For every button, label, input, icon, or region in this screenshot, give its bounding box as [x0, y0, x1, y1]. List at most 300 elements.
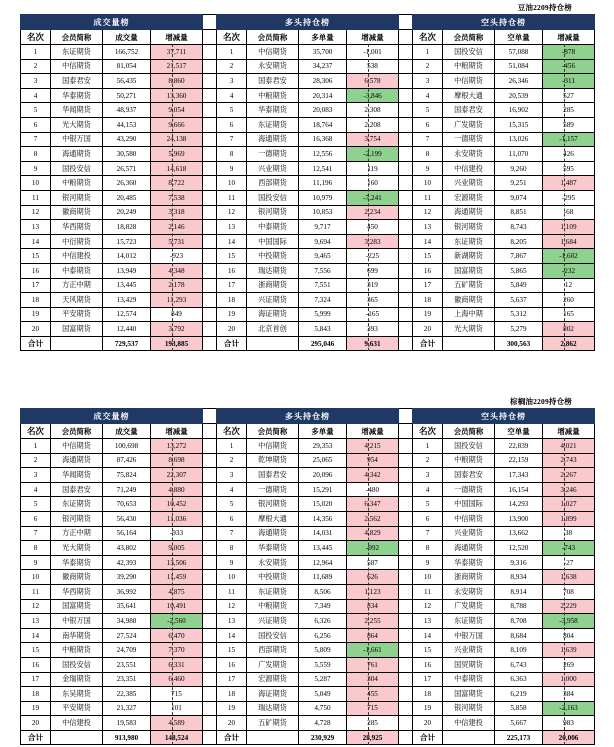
- cell-rank: 14: [21, 234, 51, 249]
- cell-rank: 15: [21, 643, 51, 658]
- column-header: 增减量: [151, 30, 203, 45]
- cell-rank: 5: [217, 497, 247, 512]
- report-block-soybean-oil: [20, 2, 594, 351]
- cell-change: -225: [347, 249, 399, 264]
- cell-rank: 17: [21, 672, 51, 687]
- cell-rank: 13: [413, 220, 443, 235]
- cell-quantity: 12,520: [495, 541, 543, 556]
- cell-quantity: 9,717: [299, 220, 347, 235]
- cell-rank: 7: [217, 526, 247, 541]
- cell-rank: 10: [413, 176, 443, 191]
- total-blank: [443, 336, 495, 351]
- cell-quantity: 8,788: [495, 599, 543, 614]
- cell-change: -27: [543, 555, 595, 570]
- cell-member-name: 徽商期货: [51, 205, 103, 220]
- cell-member-name: 平安期货: [51, 307, 103, 322]
- cell-quantity: 22,385: [103, 687, 151, 702]
- cell-change: 2,146: [151, 220, 203, 235]
- column-gap: [203, 45, 217, 60]
- total-quantity: 913,980: [103, 730, 151, 745]
- cell-quantity: 18,764: [299, 117, 347, 132]
- cell-rank: 19: [21, 307, 51, 322]
- cell-member-name: 华西期货: [51, 220, 103, 235]
- section-title-long-position-ranking: 多头持仓榜: [217, 409, 399, 424]
- column-gap: [399, 220, 413, 235]
- section-title-short-position-ranking: 空头持仓榜: [413, 15, 595, 30]
- cell-quantity: 22,159: [495, 453, 543, 468]
- cell-change: 4,880: [151, 482, 203, 497]
- table-row: [21, 599, 595, 614]
- cell-quantity: 6,256: [299, 628, 347, 643]
- cell-quantity: 9,260: [495, 161, 543, 176]
- cell-rank: 8: [217, 147, 247, 162]
- cell-quantity: 7,551: [299, 278, 347, 293]
- cell-rank: 8: [413, 541, 443, 556]
- column-header: 成交量: [103, 30, 151, 45]
- column-gap: [399, 424, 413, 439]
- cell-rank: 7: [217, 132, 247, 147]
- column-gap: [399, 453, 413, 468]
- column-header: 会员简称: [247, 424, 299, 439]
- cell-rank: 13: [413, 614, 443, 629]
- cell-change: -68: [543, 205, 595, 220]
- column-gap: [203, 205, 217, 220]
- cell-member-name: 中信期货: [247, 439, 299, 454]
- section-title-long-position-ranking: 多头持仓榜: [217, 15, 399, 30]
- cell-member-name: 中信期货: [51, 439, 103, 454]
- cell-rank: 5: [413, 497, 443, 512]
- cell-quantity: 57,088: [495, 45, 543, 60]
- cell-member-name: 国泰君安: [51, 482, 103, 497]
- cell-change: 2,267: [543, 468, 595, 483]
- column-gap: [203, 555, 217, 570]
- cell-quantity: 8,743: [495, 220, 543, 235]
- column-gap: [399, 555, 413, 570]
- column-gap: [399, 482, 413, 497]
- cell-member-name: 华闻期货: [51, 468, 103, 483]
- cell-quantity: 51,084: [495, 59, 543, 74]
- cell-member-name: 金瑞期货: [51, 672, 103, 687]
- cell-quantity: 11,070: [495, 147, 543, 162]
- cell-quantity: 30,580: [103, 147, 151, 162]
- cell-quantity: 4,750: [299, 701, 347, 716]
- column-gap: [203, 541, 217, 556]
- cell-quantity: 8,934: [495, 570, 543, 585]
- cell-change: 2,743: [543, 453, 595, 468]
- cell-quantity: 23,551: [103, 657, 151, 672]
- cell-rank: 2: [217, 59, 247, 74]
- cell-member-name: 海通期货: [51, 453, 103, 468]
- column-gap: [203, 15, 217, 30]
- cell-rank: 14: [413, 234, 443, 249]
- total-change: 2,862: [543, 336, 595, 351]
- cell-change: 10,491: [151, 599, 203, 614]
- cell-rank: 2: [21, 453, 51, 468]
- column-header: 增减量: [543, 30, 595, 45]
- cell-rank: 4: [217, 482, 247, 497]
- cell-rank: 18: [413, 687, 443, 702]
- cell-quantity: 28,306: [299, 74, 347, 89]
- cell-change: 2,178: [151, 278, 203, 293]
- cell-rank: 16: [217, 263, 247, 278]
- cell-change: 1,899: [543, 511, 595, 526]
- column-gap: [203, 468, 217, 483]
- total-quantity: 729,537: [103, 336, 151, 351]
- column-gap: [399, 117, 413, 132]
- column-header: 会员简称: [51, 424, 103, 439]
- cell-rank: 7: [21, 132, 51, 147]
- cell-change: 589: [543, 117, 595, 132]
- cell-change: 14,618: [151, 161, 203, 176]
- cell-change: 2,255: [347, 614, 399, 629]
- cell-member-name: 中信期货: [247, 45, 299, 60]
- cell-rank: 2: [413, 59, 443, 74]
- column-gap: [399, 716, 413, 731]
- cell-rank: 4: [217, 88, 247, 103]
- column-gap: [399, 701, 413, 716]
- column-header: 增减量: [543, 424, 595, 439]
- cell-change: -2,163: [543, 701, 595, 716]
- cell-quantity: 36,992: [103, 584, 151, 599]
- column-header: 增减量: [347, 30, 399, 45]
- total-label: 合计: [217, 730, 247, 745]
- cell-rank: 1: [217, 45, 247, 60]
- column-gap: [399, 205, 413, 220]
- cell-quantity: 12,964: [299, 555, 347, 570]
- column-header: 名次: [413, 424, 443, 439]
- cell-rank: 6: [217, 511, 247, 526]
- total-row: [21, 336, 595, 351]
- cell-member-name: 中衍期货: [51, 234, 103, 249]
- cell-quantity: 5,865: [495, 263, 543, 278]
- cell-member-name: 中粮期货: [51, 176, 103, 191]
- cell-change: 708: [543, 584, 595, 599]
- table-row: [21, 526, 595, 541]
- cell-quantity: 19,583: [103, 716, 151, 731]
- cell-quantity: 15,315: [495, 117, 543, 132]
- cell-quantity: 81,054: [103, 59, 151, 74]
- cell-quantity: 20,539: [495, 88, 543, 103]
- cell-rank: 11: [217, 190, 247, 205]
- total-change: 193,885: [151, 336, 203, 351]
- cell-member-name: 国投安信: [443, 45, 495, 60]
- column-gap: [203, 147, 217, 162]
- cell-rank: 3: [21, 74, 51, 89]
- table-row: [21, 511, 595, 526]
- cell-quantity: 5,049: [299, 687, 347, 702]
- column-gap: [203, 103, 217, 118]
- report-caption: 棕榈油2209持仓榜: [510, 397, 572, 406]
- total-label: 合计: [21, 730, 51, 745]
- cell-member-name: 兴证期货: [247, 614, 299, 629]
- cell-quantity: 12,541: [299, 161, 347, 176]
- cell-quantity: 20,096: [299, 468, 347, 483]
- cell-quantity: 14,356: [299, 511, 347, 526]
- cell-change: 304: [347, 672, 399, 687]
- cell-change: -1,001: [347, 45, 399, 60]
- table-row: [21, 468, 595, 483]
- column-gap: [399, 293, 413, 308]
- cell-quantity: 13,026: [495, 132, 543, 147]
- cell-member-name: 中银万国: [443, 628, 495, 643]
- total-blank: [247, 336, 299, 351]
- cell-rank: 15: [413, 643, 443, 658]
- cell-change: 1,684: [543, 234, 595, 249]
- cell-quantity: 20,083: [299, 103, 347, 118]
- cell-member-name: 国投安信: [247, 190, 299, 205]
- section-title-short-position-ranking: 空头持仓榜: [413, 409, 595, 424]
- column-gap: [203, 453, 217, 468]
- cell-quantity: 12,556: [299, 147, 347, 162]
- column-gap: [399, 161, 413, 176]
- cell-rank: 18: [21, 293, 51, 308]
- cell-member-name: 中银万国: [51, 132, 103, 147]
- column-gap: [399, 599, 413, 614]
- cell-member-name: 宏源期货: [443, 190, 495, 205]
- cell-rank: 17: [217, 278, 247, 293]
- cell-change: 4,348: [151, 263, 203, 278]
- cell-member-name: 光大期货: [51, 117, 103, 132]
- column-header: 多单量: [299, 424, 347, 439]
- column-header-row: [21, 424, 595, 439]
- column-gap: [399, 322, 413, 337]
- cell-change: 5,731: [151, 234, 203, 249]
- column-gap: [399, 30, 413, 45]
- column-gap: [203, 59, 217, 74]
- cell-change: 10,452: [151, 497, 203, 512]
- cell-change: 1,109: [543, 220, 595, 235]
- cell-member-name: 华泰期货: [247, 541, 299, 556]
- column-header: 名次: [217, 424, 247, 439]
- column-gap: [399, 541, 413, 556]
- cell-quantity: 18,828: [103, 220, 151, 235]
- cell-rank: 5: [217, 103, 247, 118]
- cell-change: 365: [347, 293, 399, 308]
- cell-change: -878: [543, 45, 595, 60]
- cell-quantity: 6,326: [299, 614, 347, 629]
- cell-rank: 8: [21, 147, 51, 162]
- cell-change: 285: [543, 103, 595, 118]
- cell-rank: 20: [413, 716, 443, 731]
- cell-rank: 14: [217, 234, 247, 249]
- cell-quantity: 48,937: [103, 103, 151, 118]
- cell-member-name: 浙商期货: [247, 278, 299, 293]
- cell-quantity: 5,559: [299, 657, 347, 672]
- cell-rank: 11: [413, 584, 443, 599]
- cell-quantity: 21,327: [103, 701, 151, 716]
- cell-rank: 1: [21, 439, 51, 454]
- cell-rank: 16: [21, 657, 51, 672]
- table-row: [21, 205, 595, 220]
- cell-member-name: 中粮期货: [247, 88, 299, 103]
- cell-change: 9,054: [151, 103, 203, 118]
- cell-rank: 1: [217, 439, 247, 454]
- column-gap: [399, 176, 413, 191]
- column-gap: [399, 336, 413, 351]
- cell-quantity: 9,251: [495, 176, 543, 191]
- column-header: 名次: [21, 424, 51, 439]
- cell-rank: 11: [217, 584, 247, 599]
- cell-member-name: 广发期货: [443, 117, 495, 132]
- cell-rank: 1: [413, 439, 443, 454]
- column-gap: [203, 614, 217, 629]
- column-gap: [399, 249, 413, 264]
- column-gap: [399, 45, 413, 60]
- cell-quantity: 5,287: [299, 672, 347, 687]
- cell-rank: 16: [21, 263, 51, 278]
- cell-quantity: 27,524: [103, 628, 151, 643]
- cell-rank: 5: [21, 497, 51, 512]
- cell-quantity: 100,698: [103, 439, 151, 454]
- cell-rank: 9: [413, 555, 443, 570]
- cell-quantity: 20,249: [103, 205, 151, 220]
- cell-member-name: 永安期货: [247, 59, 299, 74]
- cell-member-name: 国投安信: [51, 657, 103, 672]
- cell-rank: 10: [21, 176, 51, 191]
- cell-change: 8,698: [151, 453, 203, 468]
- cell-rank: 20: [21, 322, 51, 337]
- table-row: [21, 176, 595, 191]
- cell-change: 954: [347, 453, 399, 468]
- cell-quantity: 8,506: [299, 584, 347, 599]
- column-gap: [399, 672, 413, 687]
- cell-rank: 2: [413, 453, 443, 468]
- cell-rank: 1: [21, 45, 51, 60]
- cell-change: 450: [347, 220, 399, 235]
- column-gap: [203, 482, 217, 497]
- table-row: [21, 614, 595, 629]
- cell-member-name: 中信期货: [443, 74, 495, 89]
- cell-rank: 12: [21, 205, 51, 220]
- column-gap: [399, 263, 413, 278]
- cell-member-name: 天风期货: [51, 293, 103, 308]
- column-gap: [203, 307, 217, 322]
- table-row: [21, 263, 595, 278]
- cell-change: 2,208: [347, 117, 399, 132]
- cell-change: 3,246: [543, 482, 595, 497]
- cell-member-name: 海通期货: [443, 205, 495, 220]
- cell-member-name: 国富期货: [51, 599, 103, 614]
- cell-change: 983: [543, 716, 595, 731]
- column-gap: [203, 439, 217, 454]
- cell-quantity: 35,641: [103, 599, 151, 614]
- cell-quantity: 43,802: [103, 541, 151, 556]
- cell-rank: 12: [413, 205, 443, 220]
- cell-rank: 8: [413, 147, 443, 162]
- cell-change: -311: [543, 74, 595, 89]
- cell-member-name: 国泰君安: [247, 468, 299, 483]
- column-gap: [399, 657, 413, 672]
- report-caption: 豆油2209持仓榜: [517, 3, 572, 12]
- column-gap: [203, 643, 217, 658]
- cell-change: 12: [543, 278, 595, 293]
- column-gap: [399, 628, 413, 643]
- cell-member-name: 光大期货: [443, 322, 495, 337]
- cell-quantity: 5,849: [495, 278, 543, 293]
- cell-quantity: 24,709: [103, 643, 151, 658]
- cell-quantity: 5,809: [299, 643, 347, 658]
- cell-change: 2,234: [347, 205, 399, 220]
- cell-change: -992: [347, 541, 399, 556]
- cell-rank: 8: [21, 541, 51, 556]
- cell-change: 626: [347, 570, 399, 585]
- cell-member-name: 国泰君安: [443, 103, 495, 118]
- column-gap: [399, 409, 413, 424]
- total-quantity: 295,046: [299, 336, 347, 351]
- cell-quantity: 12,574: [103, 307, 151, 322]
- cell-change: 5,969: [151, 147, 203, 162]
- cell-member-name: 方正中期: [51, 278, 103, 293]
- cell-member-name: 华泰期货: [51, 88, 103, 103]
- column-gap: [203, 190, 217, 205]
- cell-member-name: 国投安信: [247, 628, 299, 643]
- cell-member-name: 上海中期: [443, 307, 495, 322]
- cell-quantity: 5,843: [299, 322, 347, 337]
- cell-quantity: 42,393: [103, 555, 151, 570]
- cell-member-name: 中投期货: [247, 249, 299, 264]
- cell-member-name: 中粮期货: [443, 453, 495, 468]
- cell-member-name: 方正中期: [51, 526, 103, 541]
- column-gap: [203, 599, 217, 614]
- cell-change: 4,589: [151, 716, 203, 731]
- cell-quantity: 22,839: [495, 439, 543, 454]
- cell-change: 3,754: [347, 132, 399, 147]
- cell-change: 11,036: [151, 511, 203, 526]
- cell-change: 9,005: [151, 541, 203, 556]
- total-label: 合计: [21, 336, 51, 351]
- table-row: [21, 249, 595, 264]
- cell-quantity: 13,949: [103, 263, 151, 278]
- cell-quantity: 39,290: [103, 570, 151, 585]
- column-gap: [399, 730, 413, 745]
- cell-member-name: 一德期货: [247, 147, 299, 162]
- total-label: 合计: [217, 336, 247, 351]
- column-gap: [399, 643, 413, 658]
- cell-change: -1,157: [543, 132, 595, 147]
- table-row: [21, 482, 595, 497]
- cell-member-name: 西部期货: [247, 176, 299, 191]
- cell-member-name: 中粮期货: [51, 643, 103, 658]
- column-gap: [203, 584, 217, 599]
- table-row: [21, 190, 595, 205]
- cell-member-name: 新湖期货: [443, 249, 495, 264]
- total-label: 合计: [413, 730, 443, 745]
- column-gap: [399, 511, 413, 526]
- cell-quantity: 25,065: [299, 453, 347, 468]
- cell-rank: 18: [217, 687, 247, 702]
- cell-change: 4,342: [347, 468, 399, 483]
- cell-quantity: 14,293: [495, 497, 543, 512]
- cell-member-name: 兴业期货: [443, 176, 495, 191]
- cell-rank: 15: [217, 249, 247, 264]
- cell-rank: 11: [21, 584, 51, 599]
- cell-rank: 12: [217, 599, 247, 614]
- cell-quantity: 16,368: [299, 132, 347, 147]
- column-gap: [399, 468, 413, 483]
- cell-member-name: 广发期货: [443, 599, 495, 614]
- total-change: 20,006: [543, 730, 595, 745]
- cell-member-name: 兴业期货: [247, 161, 299, 176]
- cell-member-name: 中信建投: [51, 249, 103, 264]
- cell-rank: 10: [21, 570, 51, 585]
- cell-change: 7,370: [151, 643, 203, 658]
- cell-member-name: 华泰期货: [247, 103, 299, 118]
- column-header: 空单量: [495, 30, 543, 45]
- column-gap: [399, 59, 413, 74]
- cell-member-name: 徽商期货: [443, 293, 495, 308]
- cell-change: 165: [543, 307, 595, 322]
- cell-quantity: 26,571: [103, 161, 151, 176]
